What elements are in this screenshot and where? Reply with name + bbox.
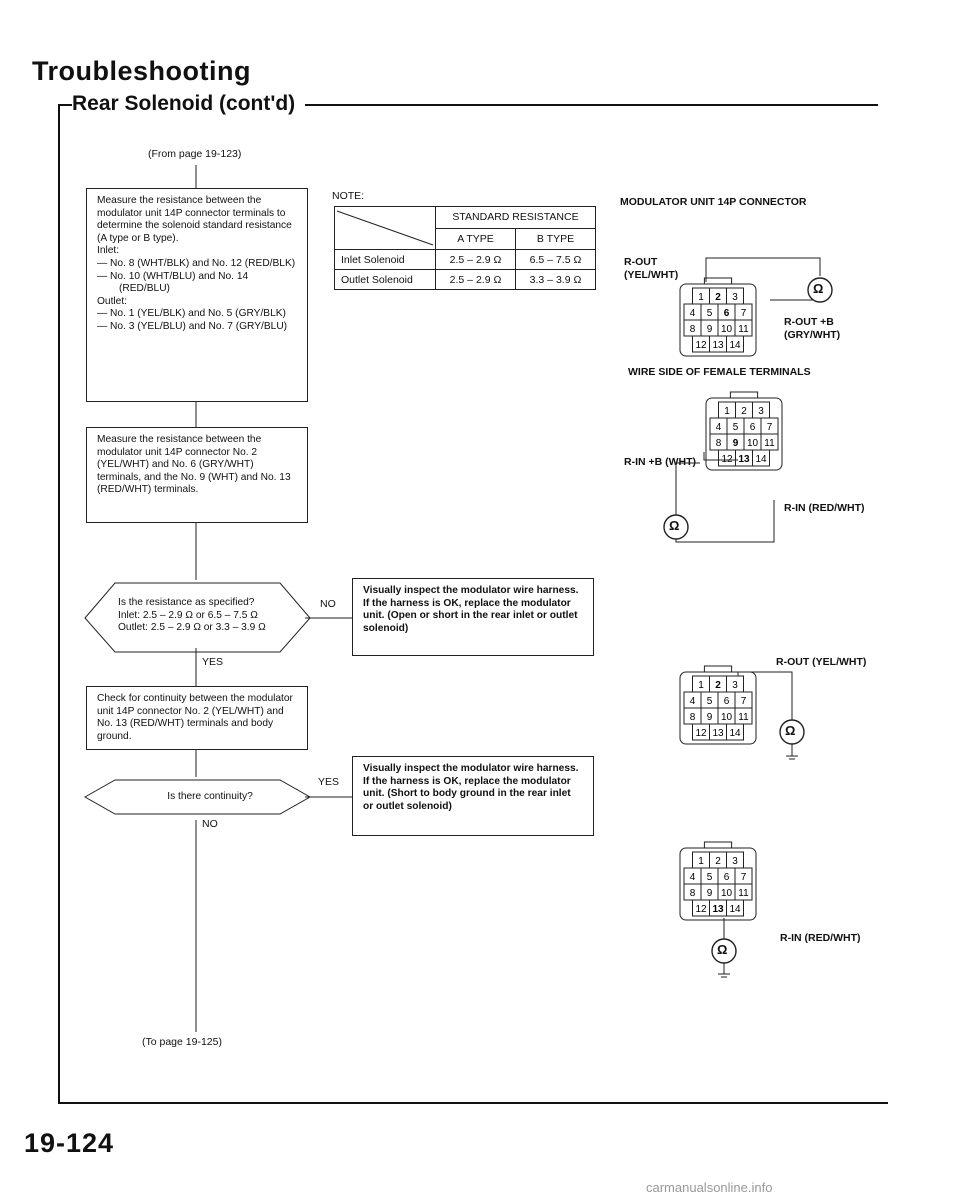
ohmmeter-icon: Ω	[785, 723, 796, 738]
connector-pin-number: 13	[712, 728, 724, 739]
decision2-no-label: NO	[202, 818, 218, 830]
connector-pin-number: 13	[712, 904, 724, 915]
page-title: Troubleshooting	[32, 56, 251, 86]
connector-pin-number: 7	[766, 422, 773, 433]
step1-outlet-item: — No. 3 (YEL/BLU) and No. 7 (GRY/BLU)	[97, 320, 288, 332]
connector-pin-number: 11	[738, 712, 749, 723]
c3-top-label: R-OUT (YEL/WHT)	[776, 656, 867, 668]
connector-pin-number: 4	[715, 422, 722, 433]
connector-pin-number: 6	[723, 872, 730, 883]
step-check-continuity-box: Check for continuity between the modulator unit 14P connector No. 2 (YEL/WHT) and No. 13 (RED/WHT) terminals and body ground.	[86, 686, 308, 750]
connector-pin-number: 14	[755, 454, 767, 465]
connector-pin-number: 8	[715, 438, 722, 449]
c1-right-label: R-OUT +B (GRY/WHT)	[784, 316, 841, 341]
table-col-a-header: A TYPE	[436, 228, 516, 250]
from-page-ref: (From page 19-123)	[148, 148, 242, 160]
connector-pin-number: 9	[732, 438, 739, 449]
decision-resistance-text: Is the resistance as specified? Inlet: 2.5 – 2.9 Ω or 6.5 – 7.5 Ω Outlet: 2.5 – 2.9 Ω or 3.3 – 3.9 Ω	[118, 597, 266, 634]
connector-pin-number: 2	[715, 292, 721, 303]
connector-pin-number: 3	[732, 856, 738, 867]
page-subtitle: Rear Solenoid (cont'd)	[72, 92, 305, 116]
decision2-yes-label: YES	[318, 776, 340, 788]
connector-pin-number: 3	[732, 680, 738, 691]
connector-pin-number: 5	[706, 696, 713, 707]
decision-continuity-text: Is there continuity?	[167, 791, 253, 802]
connector-pin-number: 2	[715, 680, 721, 691]
result-open-or-short-box: Visually inspect the modulator wire harness. If the harness is OK, replace the modulator unit. (Open or short in the rear inlet or outlet solenoid)	[352, 578, 594, 656]
step1-inlet-label: Inlet:	[97, 245, 120, 257]
connector-pin-number: 1	[698, 680, 704, 691]
connector-pin-number: 5	[706, 308, 713, 319]
connector-pin-number: 10	[720, 324, 733, 335]
connector-pin-number: 8	[689, 324, 696, 335]
connector-pin-number: 3	[758, 406, 764, 417]
connector-pin-number: 9	[706, 324, 713, 335]
step1-inlet-item: — No. 8 (WHT/BLK) and No. 12 (RED/BLK)	[97, 257, 296, 269]
connector-pin-number: 12	[721, 454, 733, 465]
connector-pin-number: 11	[764, 438, 775, 449]
decision1-yes-label: YES	[202, 656, 224, 668]
connector-pin-number: 7	[740, 308, 747, 319]
connector-pin-number: 6	[723, 308, 730, 319]
decision1-no-label: NO	[320, 598, 336, 610]
connector-pin-number: 4	[689, 872, 696, 883]
connector-pin-number: 2	[741, 406, 747, 417]
connector-pin-number: 13	[738, 454, 750, 465]
connector-pin-number: 9	[706, 888, 713, 899]
connector-pin-number: 12	[695, 728, 707, 739]
connector-pin-number: 2	[715, 856, 721, 867]
step1-outlet-label: Outlet:	[97, 295, 128, 307]
connector-pin-number: 1	[698, 292, 704, 303]
connector-pin-number: 4	[689, 696, 696, 707]
page-number: 19-124	[24, 1128, 115, 1158]
c2-left-label: R-IN +B (WHT)	[624, 456, 697, 468]
connector-pin-number: 14	[729, 340, 741, 351]
connector-pin-number: 5	[706, 872, 713, 883]
c1-left-label: R-OUT (YEL/WHT)	[624, 256, 679, 281]
step1-intro: Measure the resistance between the modulator unit 14P connector terminals to determine the solenoid standard resistance (A type or B type).	[97, 195, 292, 244]
connector-pin-number: 1	[724, 406, 730, 417]
connector-pin-number: 10	[746, 438, 759, 449]
watermark: carmanualsonline.info	[646, 1180, 773, 1195]
connector-pin-number: 5	[732, 422, 739, 433]
footer-rule	[58, 1102, 888, 1104]
step1-inlet-item: — No. 10 (WHT/BLU) and No. 14 (RED/BLU)	[97, 270, 249, 295]
connector-pin-number: 12	[695, 904, 707, 915]
connector-pin-number: 4	[689, 308, 696, 319]
step2-text: Measure the resistance between the modulator unit 14P connector No. 2 (YEL/WHT) and No. 6 (GRY/WHT) terminals, and the No. 9 (WHT) and No. 13 (RED/WHT) terminals.	[97, 434, 291, 496]
table-row: Inlet Solenoid 2.5 – 2.9 Ω 6.5 – 7.5 Ω	[335, 250, 596, 270]
ohmmeter-icon: Ω	[669, 518, 680, 533]
connector-pin-number: 1	[698, 856, 704, 867]
table-row: Outlet Solenoid 2.5 – 2.9 Ω 3.3 – 3.9 Ω	[335, 270, 596, 290]
connector-pin-number: 6	[723, 696, 730, 707]
connector-pin-number: 14	[729, 904, 741, 915]
step1-outlet-item: — No. 1 (YEL/BLK) and No. 5 (GRY/BLK)	[97, 308, 286, 320]
connector-pin-number: 14	[729, 728, 741, 739]
note-label: NOTE:	[332, 190, 365, 202]
connector-pin-number: 3	[732, 292, 738, 303]
connector-section-title: MODULATOR UNIT 14P CONNECTOR	[620, 196, 807, 208]
connector-section-footer: WIRE SIDE OF FEMALE TERMINALS	[628, 366, 811, 378]
connector-pin-number: 7	[740, 696, 747, 707]
ohmmeter-icon: Ω	[717, 942, 728, 957]
connector-pin-number: 13	[712, 340, 724, 351]
table-col-b-header: B TYPE	[516, 228, 596, 250]
to-page-ref: (To page 19-125)	[142, 1036, 222, 1048]
connector-pin-number: 11	[738, 324, 749, 335]
c4-bottom-label: R-IN (RED/WHT)	[780, 932, 861, 944]
c2-right-label: R-IN (RED/WHT)	[784, 502, 865, 514]
result-short-to-ground-box: Visually inspect the modulator wire harness. If the harness is OK, replace the modulator unit. (Short to body ground in the rear inlet or outlet solenoid)	[352, 756, 594, 836]
connector-pin-number: 11	[738, 888, 749, 899]
connector-pin-number: 8	[689, 712, 696, 723]
connector-pin-number: 12	[695, 340, 707, 351]
connector-pin-number: 9	[706, 712, 713, 723]
connector-pin-number: 7	[740, 872, 747, 883]
connector-pin-number: 10	[720, 712, 733, 723]
ohmmeter-icon: Ω	[813, 281, 824, 296]
connector-pin-number: 6	[749, 422, 756, 433]
connector-pin-number: 8	[689, 888, 696, 899]
connector-pin-number: 10	[720, 888, 733, 899]
table-header-cell: STANDARD RESISTANCE	[436, 207, 596, 229]
